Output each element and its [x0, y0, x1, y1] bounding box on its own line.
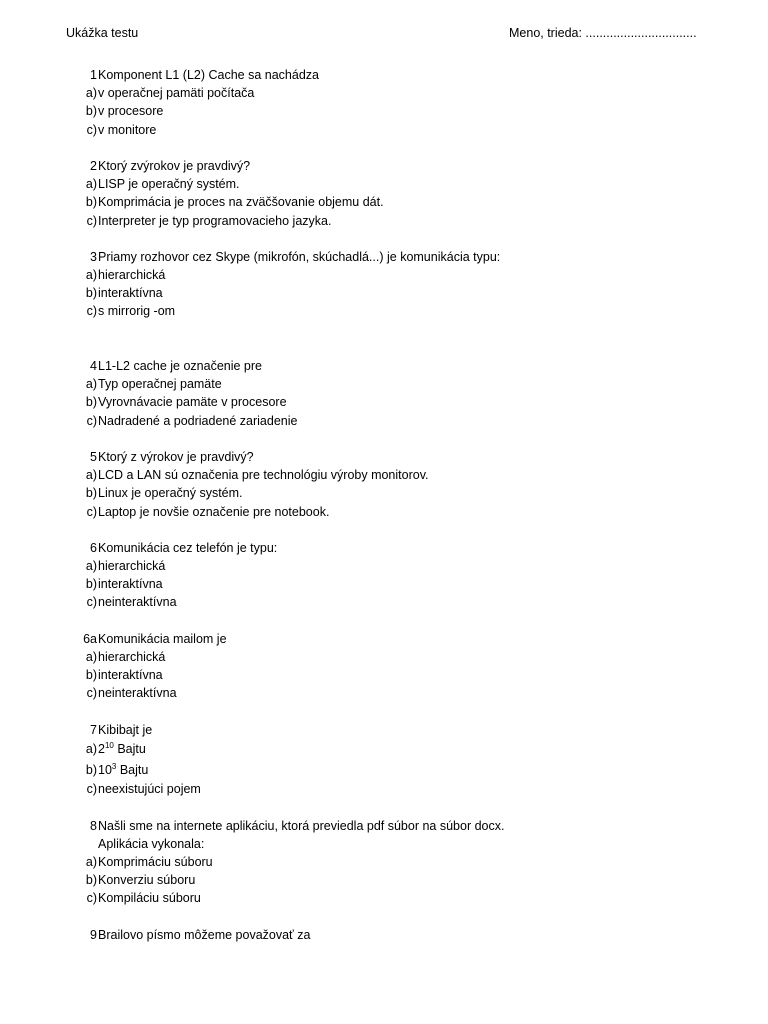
option-letter: a)	[85, 268, 97, 283]
question-list	[80, 66, 720, 962]
option-text: Laptop je novšie označenie pre notebook.	[98, 504, 330, 519]
option-text: Komprimácia je proces na zväčšovanie objemu dát.	[98, 195, 384, 210]
option-c	[80, 593, 720, 611]
option-text: neinteraktívna	[98, 595, 177, 610]
option-text: Vyrovnávacie pamäte v procesore	[98, 395, 287, 410]
option-text: Typ operačnej pamäte	[98, 377, 222, 392]
option-text: LISP je operačný systém.	[98, 177, 240, 192]
question-line	[80, 357, 720, 375]
option-text: neexistujúci pojem	[98, 782, 201, 797]
option-text: v monitore	[98, 122, 157, 137]
option-a	[80, 175, 720, 193]
option-c	[80, 889, 720, 907]
question-number: 4	[90, 359, 97, 374]
question-text: Kibibajt je	[98, 722, 153, 737]
question-text: Ktorý z výrokov je pravdivý?	[98, 449, 254, 464]
question-line	[80, 448, 720, 466]
option-a	[80, 375, 720, 393]
question-text: Komponent L1 (L2) Cache sa nachádza	[98, 68, 319, 82]
option-a	[80, 853, 720, 871]
option-letter: a)	[85, 468, 97, 483]
option-letter: b)	[85, 762, 97, 777]
option-letter: c)	[86, 782, 97, 797]
question-line	[80, 630, 720, 648]
option-letter: b)	[85, 873, 97, 888]
question-9	[80, 926, 720, 944]
question-text: Našli sme na internete aplikáciu, ktorá previedla pdf súbor na súbor docx.	[98, 818, 505, 833]
question-1	[80, 66, 720, 139]
option-text	[97, 760, 148, 781]
option-letter: a)	[85, 177, 97, 192]
option-letter: b)	[85, 104, 97, 119]
option-text	[97, 739, 146, 760]
question-text: Ktorý zvýrokov je pravdivý?	[98, 158, 251, 173]
power-exponent: 3	[111, 761, 117, 771]
option-b	[80, 666, 720, 684]
question-number: 6a	[83, 631, 97, 646]
option-letter: c)	[86, 413, 97, 428]
question-6	[80, 539, 720, 612]
option-c	[80, 412, 720, 430]
option-c	[80, 212, 720, 230]
question-line	[80, 157, 720, 175]
option-b	[80, 871, 720, 889]
question-text: Priamy rozhovor cez Skype (mikrofón, skúchadlá...) je komunikácia typu:	[98, 249, 501, 264]
question-text: L1-L2 cache je označenie pre	[98, 359, 263, 374]
option-c	[80, 780, 720, 798]
option-letter: b)	[85, 577, 97, 592]
power-base: 10	[98, 762, 112, 777]
option-letter: c)	[86, 595, 97, 610]
option-text: interaktívna	[98, 668, 163, 683]
option-letter: c)	[86, 686, 97, 701]
option-b	[80, 760, 720, 781]
question-number: 8	[90, 818, 97, 833]
option-b	[80, 102, 720, 120]
power-unit: Bajtu	[113, 741, 146, 756]
option-text: Kompiláciu súboru	[98, 891, 201, 906]
question-line	[80, 721, 720, 739]
option-text: neinteraktívna	[98, 686, 177, 701]
option-letter: c)	[86, 891, 97, 906]
option-letter: a)	[85, 86, 97, 101]
option-b	[80, 193, 720, 211]
option-b	[80, 393, 720, 411]
option-letter: c)	[86, 304, 97, 319]
option-a	[80, 648, 720, 666]
option-text: Linux je operačný systém.	[98, 486, 243, 501]
option-a	[80, 84, 720, 102]
option-letter: b)	[85, 286, 97, 301]
question-text: Brailovo písmo môžeme považovať za	[98, 927, 311, 942]
question-2	[80, 157, 720, 230]
option-a	[80, 557, 720, 575]
option-text: hierarchická	[98, 650, 166, 665]
option-c	[80, 503, 720, 521]
name-class-field: Meno, trieda: ................................	[509, 26, 697, 40]
option-text: hierarchická	[98, 559, 166, 574]
option-letter: a)	[85, 650, 97, 665]
option-a	[80, 266, 720, 284]
option-letter: c)	[86, 504, 97, 519]
question-line	[80, 539, 720, 557]
option-letter: a)	[85, 559, 97, 574]
option-letter: b)	[85, 195, 97, 210]
option-text: s mirrorig -om	[98, 304, 176, 319]
option-letter: a)	[85, 741, 97, 756]
question-line	[80, 926, 720, 944]
option-text: Nadradené a podriadené zariadenie	[98, 413, 298, 428]
question-8	[80, 817, 720, 908]
option-letter: c)	[86, 122, 97, 137]
option-text: Konverziu súboru	[98, 873, 196, 888]
option-text: hierarchická	[98, 268, 166, 283]
question-4	[80, 357, 720, 430]
question-text: Komunikácia mailom je	[98, 631, 227, 646]
question-number: 6	[90, 540, 97, 555]
option-c	[80, 121, 720, 139]
question-number: 9	[90, 927, 97, 942]
question-line	[80, 817, 720, 835]
question-number: 3	[90, 249, 97, 264]
option-a	[80, 739, 720, 760]
option-letter: b)	[85, 668, 97, 683]
option-text: interaktívna	[98, 577, 163, 592]
option-a	[80, 466, 720, 484]
question-6a	[80, 630, 720, 703]
question-5	[80, 448, 720, 521]
question-line-continued	[80, 835, 720, 853]
option-text: interaktívna	[98, 286, 163, 301]
option-b	[80, 575, 720, 593]
option-letter: c)	[86, 213, 97, 228]
question-line	[80, 248, 720, 266]
option-text: Komprimáciu súboru	[98, 854, 213, 869]
option-letter: a)	[85, 377, 97, 392]
question-number: 7	[90, 722, 97, 737]
power-exponent: 10	[104, 740, 114, 750]
option-b	[80, 284, 720, 302]
question-3	[80, 248, 720, 321]
question-7	[80, 721, 720, 799]
option-c	[80, 302, 720, 320]
question-number: 5	[90, 449, 97, 464]
power-unit: Bajtu	[116, 762, 149, 777]
option-letter: a)	[85, 854, 97, 869]
option-text: LCD a LAN sú označenia pre technológiu výroby monitorov.	[98, 468, 429, 483]
option-letter: b)	[85, 395, 97, 410]
document-title: Ukážka testu	[66, 26, 139, 40]
question-number: 1	[90, 68, 97, 82]
option-text: v procesore	[98, 104, 164, 119]
question-number: 2	[90, 158, 97, 173]
option-c	[80, 684, 720, 702]
option-b	[80, 484, 720, 502]
question-text-continued: Aplikácia vykonala:	[98, 836, 205, 851]
option-text: Interpreter je typ programovacieho jazyka.	[98, 213, 332, 228]
power-base: 2	[98, 741, 105, 756]
question-text: Komunikácia cez telefón je typu:	[98, 540, 278, 555]
option-text: v operačnej pamäti počítača	[98, 86, 255, 101]
question-line	[80, 66, 720, 84]
option-letter: b)	[85, 486, 97, 501]
